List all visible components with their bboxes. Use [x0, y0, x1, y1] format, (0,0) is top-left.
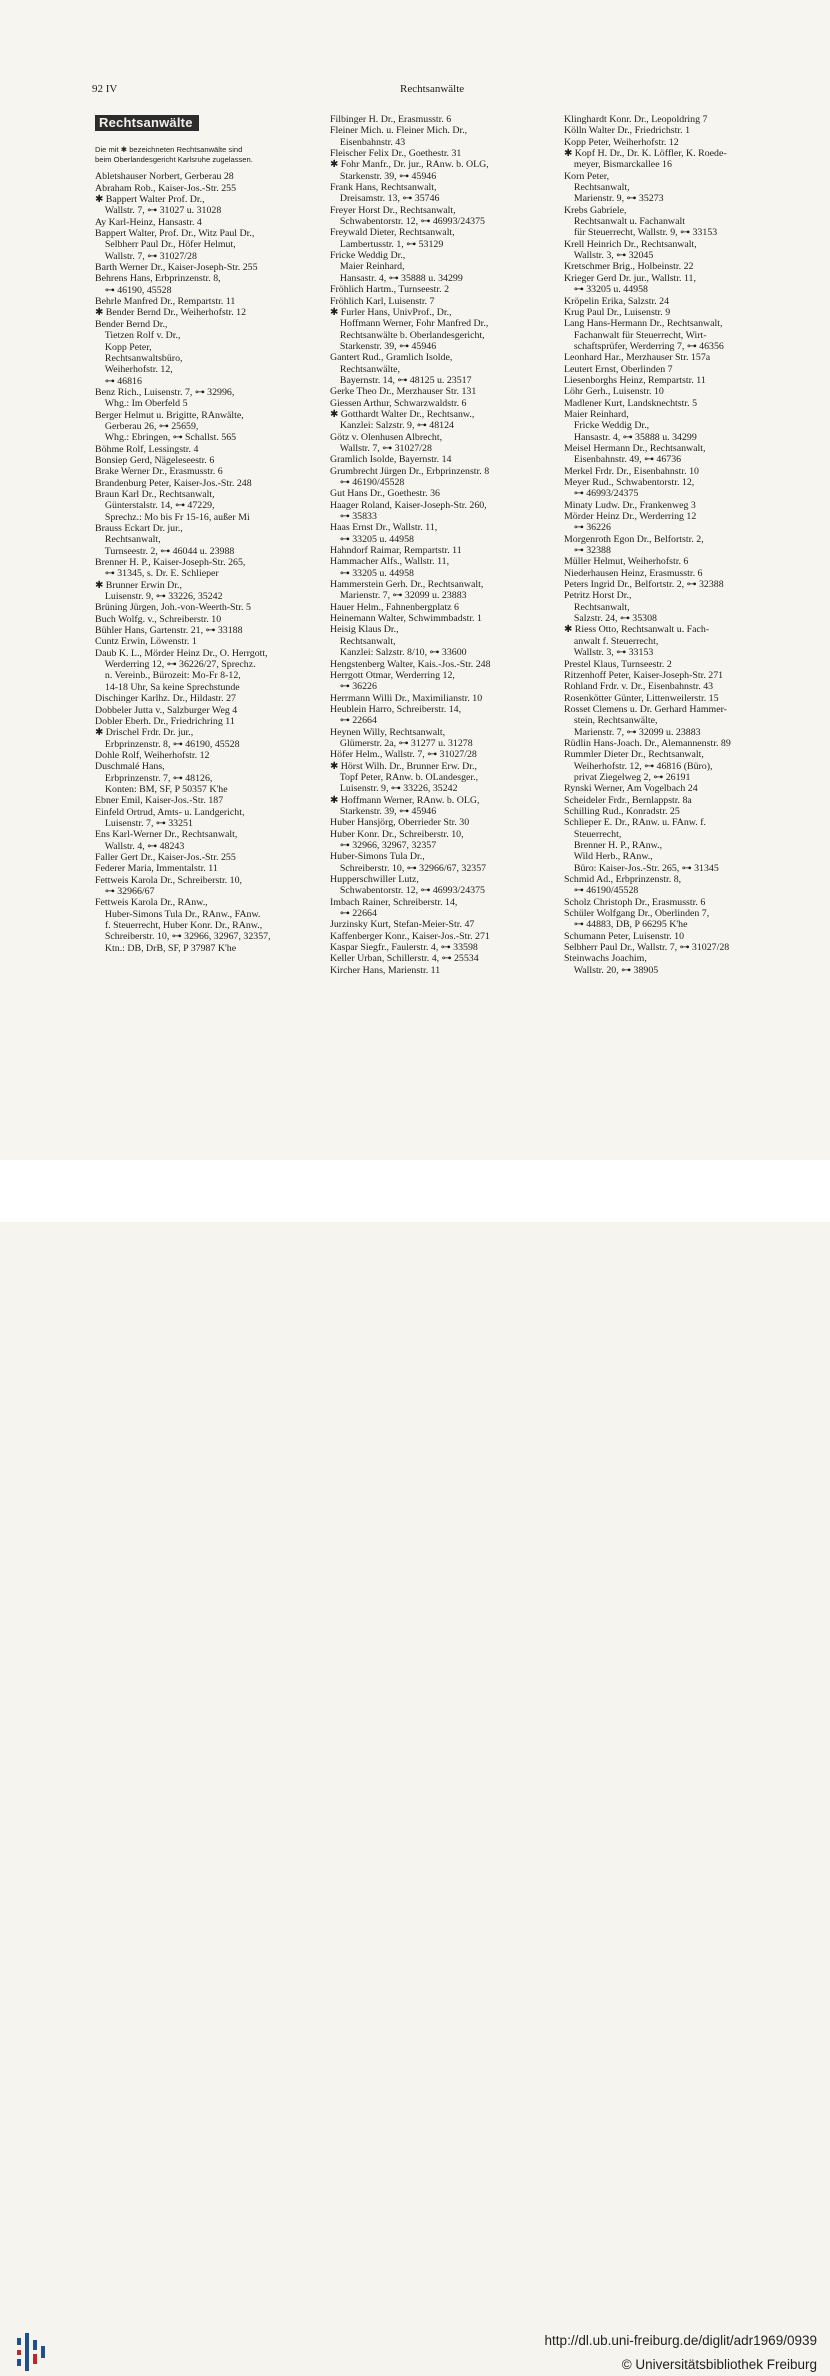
directory-entry: ⊶ 33205 u. 44958: [564, 284, 648, 296]
directory-entry: Eisenbahnstr. 49, ⊶ 46736: [564, 454, 682, 466]
directory-entry: Ritzenhoff Peter, Kaiser-Joseph-Str. 271: [564, 669, 724, 681]
directory-entry: Böhme Rolf, Lessingstr. 4: [95, 443, 199, 455]
directory-entry: Madlener Kurt, Landsknechtstr. 5: [564, 397, 698, 409]
directory-entry: Wild Herb., RAnw.,: [564, 851, 653, 863]
directory-entry: Krieger Gerd Dr. jur., Wallstr. 11,: [564, 272, 696, 284]
directory-entry: Korn Peter,: [564, 170, 610, 182]
directory-entry: Weiherhofstr. 12, ⊶ 46816 (Büro),: [564, 760, 713, 772]
directory-entry: Luisenstr. 9, ⊶ 33226, 35242: [330, 783, 458, 795]
directory-entry: Bender Bernd Dr.,: [95, 318, 168, 330]
directory-entry: Heublein Harro, Schreiberstr. 14,: [330, 703, 462, 715]
directory-entry: Wallstr. 7, ⊶ 31027/28: [95, 250, 197, 262]
directory-entry: Meyer Rud., Schwabentorstr. 12,: [564, 477, 695, 488]
directory-entry: stein, Rechtsanwälte,: [564, 715, 658, 727]
directory-entry: Fröhlich Karl, Luisenstr. 7: [330, 295, 435, 307]
directory-entry: ✱ Fohr Manfr., Dr. jur., RAnw. b. OLG,: [330, 159, 489, 171]
directory-entry: Huber-Simons Tula Dr., RAnw., FAnw.: [95, 908, 261, 920]
directory-entry: Topf Peter, RAnw. b. OLandesger.,: [330, 771, 479, 783]
directory-entry: ✱ Drischel Frdr. Dr. jur.,: [95, 727, 194, 739]
section-title: Rechtsanwälte: [95, 115, 199, 131]
directory-column-1: [95, 114, 321, 954]
directory-entry: Benz Rich., Luisenstr. 7, ⊶ 32996,: [95, 386, 235, 398]
directory-entry: Wallstr. 20, ⊶ 38905: [564, 964, 659, 976]
directory-entry: Kanzlei: Salzstr. 8/10, ⊶ 33600: [330, 647, 467, 659]
directory-entry: Marienstr. 7, ⊶ 32099 u. 23883: [330, 590, 467, 602]
directory-entry: Bappert Walter, Prof. Dr., Witz Paul Dr.,: [95, 228, 255, 240]
directory-entry: Haager Roland, Kaiser-Joseph-Str. 260,: [330, 499, 487, 511]
directory-entry: Kretschmer Brig., Holbeinstr. 22: [564, 261, 694, 273]
directory-entry: Marienstr. 7, ⊶ 32099 u. 23883: [564, 726, 701, 738]
directory-entry: Marienstr. 9, ⊶ 35273: [564, 193, 664, 205]
directory-entry: Kopp Peter, Weiherhofstr. 12: [564, 136, 679, 148]
directory-entry: Heynen Willy, Rechtsanwalt,: [330, 726, 446, 738]
directory-entry: Rechtsanwalt,: [95, 534, 161, 546]
directory-entry: Wallstr. 3, ⊶ 32045: [564, 250, 654, 262]
directory-entry: ⊶ 32966, 32967, 32357: [330, 840, 437, 851]
directory-entry: Grumbrecht Jürgen Dr., Erbprinzenstr. 8: [330, 465, 490, 477]
directory-entry: Steuerrecht,: [564, 828, 622, 840]
directory-entry: Brüning Jürgen, Joh.-von-Weerth-Str. 5: [95, 602, 251, 614]
directory-entry: Cuntz Erwin, Löwenstr. 1: [95, 636, 197, 648]
directory-entry: Imbach Rainer, Schreiberstr. 14,: [330, 896, 458, 908]
directory-entry: Sprechz.: Mo bis Fr 15-16, außer Mi: [95, 511, 250, 523]
directory-entry: Schreiberstr. 10, ⊶ 32966/67, 32357: [330, 862, 487, 874]
directory-entry: Hauer Helm., Fahnenbergplatz 6: [330, 601, 459, 613]
directory-entry: ⊶ 36226: [564, 522, 611, 534]
directory-entry: Filbinger H. Dr., Erasmusstr. 6: [330, 114, 452, 125]
directory-entry: Fachanwalt für Steuerrecht, Wirt-: [564, 329, 707, 341]
directory-entry: Huber Konr. Dr., Schreiberstr. 10,: [330, 828, 464, 840]
directory-entry: Bühler Hans, Gartenstr. 21, ⊶ 33188: [95, 625, 243, 637]
directory-entry: Schumann Peter, Luisenstr. 10: [564, 930, 685, 942]
directory-entry: Brake Werner Dr., Erasmusstr. 6: [95, 466, 223, 478]
directory-entry: Brauss Eckart Dr. jur.,: [95, 523, 183, 534]
directory-entry: Huber-Simons Tula Dr.,: [330, 851, 425, 863]
directory-entry: Steinwachs Joachim,: [564, 953, 647, 965]
directory-entry: Fricke Weddig Dr.,: [330, 250, 406, 262]
directory-entry: Scholz Christoph Dr., Erasmusstr. 6: [564, 896, 706, 908]
directory-entry: ⊶ 33205 u. 44958: [330, 567, 414, 579]
directory-entry: Luisenstr. 7, ⊶ 33251: [95, 817, 193, 829]
directory-entry: Duschmalé Hans,: [95, 761, 165, 773]
directory-entry: ✱ Hoffmann Werner, RAnw. b. OLG,: [330, 794, 480, 806]
directory-entry: Liesenborghs Heinz, Rempartstr. 11: [564, 374, 706, 386]
document-page: [0, 0, 830, 1160]
directory-entry: Fröhlich Hartm., Turnseestr. 2: [330, 284, 450, 296]
directory-entry: Heinemann Walter, Schwimmbadstr. 1: [330, 613, 482, 625]
directory-entry: Klinghardt Konr. Dr., Leopoldring 7: [564, 114, 708, 125]
directory-entry: ⊶ 35833: [330, 511, 377, 523]
directory-entry: f. Steuerrecht, Huber Konr. Dr., RAnw.,: [95, 920, 263, 932]
directory-entry: Starkenstr. 39, ⊶ 45946: [330, 170, 437, 182]
directory-entry: Federer Maria, Immentalstr. 11: [95, 863, 218, 875]
directory-entry: Selbherr Paul Dr., Wallstr. 7, ⊶ 31027/28: [564, 942, 730, 954]
directory-entry: Lambertusstr. 1, ⊶ 53129: [330, 238, 444, 250]
directory-entry: anwalt f. Steuerrecht,: [564, 635, 659, 647]
directory-entry: Dreisamstr. 13, ⊶ 35746: [330, 193, 440, 205]
directory-entry: Rechtsanwalt u. Fachanwalt: [564, 216, 685, 228]
directory-column-3: [564, 114, 790, 976]
directory-entry: ⊶ 46190/45528: [564, 885, 639, 897]
running-title: Rechtsanwälte: [400, 83, 465, 95]
directory-entry: Whg.: Im Oberfeld 5: [95, 398, 188, 410]
directory-entry: Daub K. L., Mörder Heinz Dr., O. Herrgott,: [95, 647, 268, 659]
directory-entry: Dobbeler Jutta v., Salzburger Weg 4: [95, 704, 238, 716]
directory-entry: ⊶ 32388: [564, 545, 611, 557]
directory-entry: Scheideler Frdr., Bernlappstr. 8a: [564, 794, 692, 806]
directory-entry: Kaffenberger Konr., Kaiser-Jos.-Str. 271: [330, 930, 490, 942]
directory-entry: Selbherr Paul Dr., Höfer Helmut,: [95, 239, 236, 251]
directory-entry: Barth Werner Dr., Kaiser-Joseph-Str. 255: [95, 262, 258, 274]
directory-entry: Schwabentorstr. 12, ⊶ 46993/24375: [330, 216, 485, 228]
directory-entry: Herrmann Willi Dr., Maximilianstr. 10: [330, 692, 483, 704]
directory-entry: Dischinger Karlhz. Dr., Hildastr. 27: [95, 693, 236, 705]
directory-entry: Konten: BM, SF, P 50357 K'he: [95, 783, 228, 795]
directory-entry: Starkenstr. 39, ⊶ 45946: [330, 805, 437, 817]
directory-entry: Rosenkötter Günter, Littenweilerstr. 15: [564, 692, 719, 704]
directory-entry: Rummler Dieter Dr., Rechtsanwalt,: [564, 749, 704, 761]
directory-entry: Erbprinzenstr. 8, ⊶ 46190, 45528: [95, 738, 240, 750]
directory-entry: schaftsprüfer, Werderring 7, ⊶ 46356: [564, 340, 724, 352]
directory-entry: Hengstenberg Walter, Kais.-Jos.-Str. 248: [330, 658, 491, 670]
directory-entry: Rechtsanwälte,: [330, 363, 400, 375]
directory-entry: Rechtsanwalt,: [564, 601, 630, 613]
directory-entry: Krell Heinrich Dr., Rechtsanwalt,: [564, 238, 697, 250]
directory-entry: ✱ Kopf H. Dr., Dr. K. Löffler, K. Roede-: [564, 148, 727, 160]
directory-entry: Rechtsanwalt,: [564, 182, 630, 194]
directory-entry: Huber Hansjörg, Oberrieder Str. 30: [330, 817, 470, 829]
directory-entry: ⊶ 46993/24375: [564, 488, 639, 500]
directory-entry: Hahndorf Raimar, Rempartstr. 11: [330, 545, 462, 557]
directory-entry: Gramlich Isolde, Bayernstr. 14: [330, 454, 452, 466]
directory-entry: Hansastr. 4, ⊶ 35888 u. 34299: [330, 272, 463, 284]
directory-entry: Brenner H. P., Kaiser-Joseph-Str. 265,: [95, 557, 246, 569]
directory-entry: Starkenstr. 39, ⊶ 45946: [330, 340, 437, 352]
directory-entry: n. Vereinb., Bürozeit: Mo-Fr 8-12,: [95, 670, 241, 682]
directory-entry: Fettweis Karola Dr., RAnw.,: [95, 897, 208, 909]
directory-entry: Löhr Gerh., Luisenstr. 10: [564, 386, 664, 398]
directory-entry: Giessen Arthur, Schwarzwaldstr. 6: [330, 397, 467, 409]
directory-entry: Behrens Hans, Erbprinzenstr. 8,: [95, 273, 221, 285]
directory-entry: Rechtsanwälte b. Oberlandesgericht,: [330, 329, 485, 341]
directory-entry: Krebs Gabriele,: [564, 204, 627, 216]
directory-entry: Tietzen Rolf v. Dr.,: [95, 330, 181, 342]
directory-entry: Leutert Ernst, Oberlinden 7: [564, 363, 673, 375]
directory-entry: ⊶ 46816: [95, 375, 142, 387]
directory-entry: Herrgott Otmar, Werderring 12,: [330, 669, 455, 681]
directory-entry: Minaty Ludw. Dr., Frankenweg 3: [564, 499, 696, 511]
directory-entry: Petritz Horst Dr.,: [564, 590, 632, 602]
directory-entry: Rüdlin Hans-Joach. Dr., Alemannenstr. 89: [564, 737, 731, 749]
directory-entry: für Steuerrecht, Wallstr. 9, ⊶ 33153: [564, 227, 718, 239]
directory-entry: ✱ Brunner Erwin Dr.,: [95, 579, 182, 591]
directory-entry: Wallstr. 7, ⊶ 31027 u. 31028: [95, 205, 222, 217]
directory-entry: Salzstr. 24, ⊶ 35308: [564, 613, 657, 625]
directory-entry: Wallstr. 4, ⊶ 48243: [95, 840, 185, 852]
directory-entry: Freyer Horst Dr., Rechtsanwalt,: [330, 204, 456, 216]
source-url-link[interactable]: http://dl.ub.uni-freiburg.de/diglit/adr1969/0939: [544, 2333, 817, 2348]
directory-entry: Schüler Wolfgang Dr., Oberlinden 7,: [564, 908, 710, 920]
directory-entry: Brandenburg Peter, Kaiser-Jos.-Str. 248: [95, 477, 252, 489]
directory-entry: Fettweis Karola Dr., Schreiberstr. 10,: [95, 874, 242, 886]
directory-entry: Fricke Weddig Dr.,: [564, 420, 650, 432]
directory-entry: Hoffmann Werner, Fohr Manfred Dr.,: [330, 318, 489, 330]
directory-entry: Lang Hans-Hermann Dr., Rechtsanwalt,: [564, 318, 723, 330]
directory-entry: Büro: Kaiser-Jos.-Str. 265, ⊶ 31345: [564, 862, 719, 874]
directory-entry: Hammerstein Gerh. Dr., Rechtsanwalt,: [330, 579, 484, 591]
directory-entry: Kircher Hans, Marienstr. 11: [330, 964, 441, 976]
directory-entry: Mörder Heinz Dr., Werderring 12: [564, 511, 697, 523]
directory-entry: ✱ Furler Hans, UnivProf., Dr.,: [330, 306, 452, 318]
directory-entry: Götz v. Olenhusen Albrecht,: [330, 431, 443, 443]
directory-entry: Luisenstr. 9, ⊶ 33226, 35242: [95, 591, 223, 603]
directory-entry: Gantert Rud., Gramlich Isolde,: [330, 352, 453, 364]
directory-entry: meyer, Bismarckallee 16: [564, 159, 672, 171]
directory-entry: Kölln Walter Dr., Friedrichstr. 1: [564, 125, 691, 137]
directory-entry: Buch Wolfg. v., Schreiberstr. 10: [95, 613, 222, 625]
directory-entry: ⊶ 22664: [330, 715, 377, 727]
directory-entry: ✱ Bender Bernd Dr., Weiherhofstr. 12: [95, 307, 247, 319]
directory-entry: Ebner Emil, Kaiser-Jos.-Str. 187: [95, 795, 224, 807]
directory-entry: Rechtsanwalt,: [330, 635, 396, 647]
directory-entry: Haas Ernst Dr., Wallstr. 11,: [330, 522, 438, 534]
directory-entry: Bayernstr. 14, ⊶ 48125 u. 23517: [330, 374, 472, 386]
directory-entry: Schwabentorstr. 12, ⊶ 46993/24375: [330, 885, 485, 897]
directory-entry: Schmid Ad., Erbprinzenstr. 8,: [564, 874, 682, 886]
directory-entry: Kröpelin Erika, Salzstr. 24: [564, 295, 670, 307]
directory-entry: Kopp Peter,: [95, 341, 152, 353]
directory-entry: Eisenbahnstr. 43: [330, 136, 406, 148]
directory-entry: ✱ Riess Otto, Rechtsanwalt u. Fach-: [564, 624, 710, 636]
directory-entry: Hupperschwiller Lutz,: [330, 874, 419, 886]
directory-entry: Morgenroth Egon Dr., Belfortstr. 2,: [564, 533, 704, 545]
directory-entry: Brenner H. P., RAnw.,: [564, 840, 663, 851]
directory-entry: Leonhard Har., Merzhauser Str. 157a: [564, 352, 711, 364]
page-number: 92 IV: [92, 83, 118, 95]
directory-entry: Werderring 12, ⊶ 36226/27, Sprechz.: [95, 659, 256, 671]
directory-entry: ⊶ 33205 u. 44958: [330, 533, 414, 545]
directory-entry: Abletshauser Norbert, Gerberau 28: [95, 171, 234, 183]
directory-entry: Dobler Eberh. Dr., Friedrichring 11: [95, 715, 235, 727]
directory-entry: ⊶ 36226: [330, 681, 377, 693]
directory-entry: Prestel Klaus, Turnseestr. 2: [564, 658, 672, 670]
directory-entry: Erbprinzenstr. 7, ⊶ 48126,: [95, 772, 213, 784]
directory-entry: privat Ziegelweg 2, ⊶ 26191: [564, 771, 691, 783]
directory-entry: Schreiberstr. 10, ⊶ 32966, 32967, 32357,: [95, 931, 271, 943]
directory-entry: Schilling Rud., Konradstr. 25: [564, 805, 680, 817]
directory-entry: Maier Reinhard,: [330, 261, 405, 273]
directory-entry: Rynski Werner, Am Vogelbach 24: [564, 783, 698, 795]
directory-entry: Meisel Hermann Dr., Rechtsanwalt,: [564, 442, 706, 454]
directory-entry: Merkel Frdr. Dr., Eisenbahnstr. 10: [564, 465, 699, 477]
directory-entry: Kaspar Siegfr., Faulerstr. 4, ⊶ 33598: [330, 942, 478, 954]
directory-entry: Höfer Helm., Wallstr. 7, ⊶ 31027/28: [330, 749, 477, 761]
directory-entry: Rosset Clemens u. Dr. Gerhard Hammer-: [564, 703, 727, 715]
directory-entry: Frank Hans, Rechtsanwalt,: [330, 182, 437, 194]
directory-entry: Ens Karl-Werner Dr., Rechtsanwalt,: [95, 829, 238, 841]
directory-entry: Whg.: Ebringen, ⊶ Schallst. 565: [95, 432, 237, 444]
directory-entry: 14-18 Uhr, Sa keine Sprechstunde: [95, 681, 240, 693]
directory-entry: Keller Urban, Schillerstr. 4, ⊶ 25534: [330, 953, 479, 965]
directory-column-2: [330, 114, 558, 976]
directory-entry: Gerberau 26, ⊶ 25659,: [95, 420, 199, 432]
directory-entry: Gut Hans Dr., Goethestr. 36: [330, 488, 440, 500]
directory-entry: Braun Karl Dr., Rechtsanwalt,: [95, 488, 215, 500]
directory-entry: Glümerstr. 2a, ⊶ 31277 u. 31278: [330, 737, 473, 749]
directory-entry: ⊶ 44883, DB, P 66295 K'he: [564, 919, 688, 931]
directory-entry: ⊶ 32966/67: [95, 886, 155, 897]
directory-entry: Faller Gert Dr., Kaiser-Jos.-Str. 255: [95, 851, 236, 863]
directory-entry: Gerke Theo Dr., Merzhauser Str. 131: [330, 386, 477, 398]
copyright-notice: © Universitätsbibliothek Freiburg: [621, 2357, 817, 2372]
directory-entry: ✱ Hörst Wilh. Dr., Brunner Erw. Dr.,: [330, 760, 477, 772]
directory-entry: Kanzlei: Salzstr. 9, ⊶ 48124: [330, 420, 454, 432]
directory-entry: Müller Helmut, Weiherhofstr. 6: [564, 556, 689, 568]
directory-entry: Niederhausen Heinz, Erasmusstr. 6: [564, 567, 703, 579]
directory-entry: ⊶ 46190, 45528: [95, 284, 172, 296]
directory-entry: Jurzinsky Kurt, Stefan-Meier-Str. 47: [330, 919, 475, 931]
legend-note: Die mit ✱ bezeichneten Rechtsanwälte sind beim Oberlandesgericht Karlsruhe zugelassen.: [95, 145, 253, 165]
directory-entry: Ay Karl-Heinz, Hansastr. 4: [95, 216, 202, 228]
directory-entry: Rohland Frdr. v. Dr., Eisenbahnstr. 43: [564, 681, 714, 693]
directory-entry: Wallstr. 7, ⊶ 31027/28: [330, 442, 432, 454]
directory-entry: Abraham Rob., Kaiser-Jos.-Str. 255: [95, 182, 237, 194]
directory-entry: Schlieper E. Dr., RAnw. u. FAnw. f.: [564, 817, 706, 829]
viewer-footer: [0, 1160, 830, 2372]
directory-entry: Rechtsanwaltsbüro,: [95, 352, 183, 364]
directory-entry: Hansastr. 4, ⊶ 35888 u. 34299: [564, 431, 697, 443]
directory-entry: Behrle Manfred Dr., Rempartstr. 11: [95, 296, 236, 308]
directory-entry: Fleischer Felix Dr., Goethestr. 31: [330, 148, 462, 160]
directory-entry: Heisig Klaus Dr.,: [330, 624, 399, 636]
directory-entry: ✱ Bappert Walter Prof. Dr.,: [95, 194, 205, 206]
directory-entry: Berger Helmut u. Brigitte, RAnwälte,: [95, 409, 244, 421]
directory-entry: Dohle Rolf, Weiherhofstr. 12: [95, 749, 210, 761]
directory-entry: Turnseestr. 2, ⊶ 46044 u. 23988: [95, 545, 235, 557]
directory-entry: Bonsiep Gerd, Nägeleseestr. 6: [95, 454, 215, 466]
directory-entry: Günterstalstr. 14, ⊶ 47229,: [95, 500, 215, 512]
directory-entry: Fleiner Mich. u. Fleiner Mich. Dr.,: [330, 125, 468, 137]
directory-entry: ✱ Gotthardt Walter Dr., Rechtsanw.,: [330, 408, 475, 420]
directory-entry: Einfeld Ortrud, Amts- u. Landgericht,: [95, 806, 245, 818]
directory-entry: Weiherhofstr. 12,: [95, 364, 173, 376]
directory-entry: Freywald Dieter, Rechtsanwalt,: [330, 227, 455, 239]
directory-entry: Wallstr. 3, ⊶ 33153: [564, 647, 654, 659]
directory-entry: Krug Paul Dr., Luisenstr. 9: [564, 306, 671, 318]
directory-entry: Peters Ingrid Dr., Belfortstr. 2, ⊶ 32388: [564, 579, 724, 591]
directory-entry: Maier Reinhard,: [564, 408, 629, 420]
directory-entry: Hammacher Alfs., Wallstr. 11,: [330, 556, 450, 568]
directory-entry: ⊶ 46190/45528: [330, 477, 405, 488]
directory-entry: Ktn.: DB, DrB, SF, P 37987 K'he: [95, 942, 237, 954]
directory-entry: ⊶ 31345, s. Dr. E. Schlieper: [95, 568, 219, 580]
library-logo-icon: [10, 2328, 58, 2376]
directory-entry: ⊶ 22664: [330, 908, 377, 920]
